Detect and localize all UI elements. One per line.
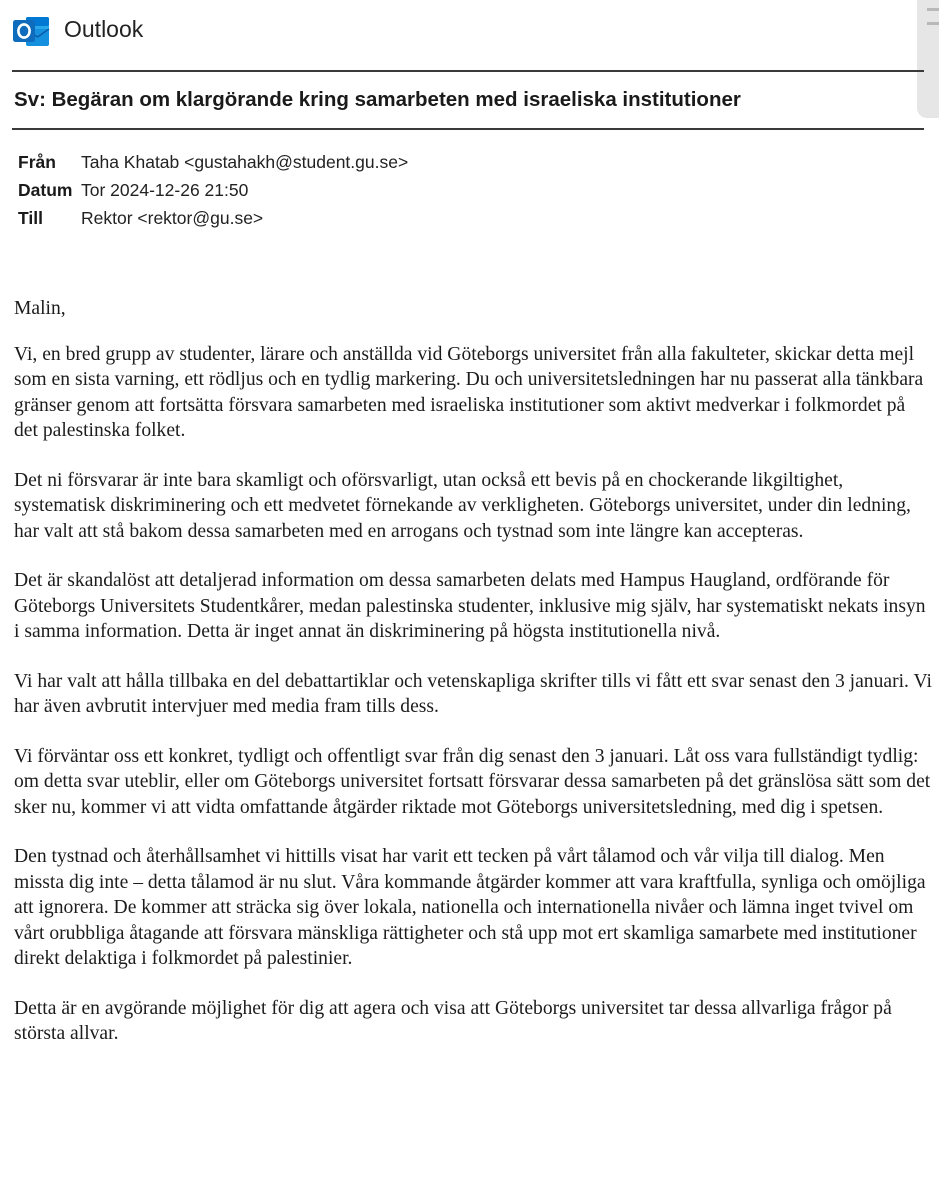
from-value[interactable]: Taha Khatab <gustahakh@student.gu.se> [81, 152, 409, 172]
email-paragraph: Detta är en avgörande möjlighet för dig att agera och visa att Göteborgs universitet tar dessa allvarliga frågor på största allvar. [14, 997, 892, 1044]
to-row [18, 204, 408, 232]
subject-divider [12, 128, 924, 130]
to-label: Till [18, 208, 43, 228]
to-value[interactable]: Rektor <rektor@gu.se> [81, 208, 264, 228]
app-name: Outlook [64, 16, 144, 42]
app-header [0, 0, 939, 66]
email-greeting: Malin, [14, 298, 66, 319]
date-label: Datum [18, 180, 73, 200]
email-paragraph: Vi har valt att hålla tillbaka en del debattartiklar och vetenskapliga skrifter tills vi fått ett svar senast den 3 januari. Vi har även avbrutit intervjuer med media fram tills dess. [14, 670, 932, 717]
email-paragraph: Vi, en bred grupp av studenter, lärare och anställda vid Göteborgs universitet från alla fakulteter, skickar detta mejl som en sista varning, ett rödljus och en tydlig markering. Du och universitetsledningen har nu passerat alla tänkbara gränser genom att fortsätta försvara samarbeten med israeliska institutioner som aktivt medverkar i folkmordet på det palestinska folket. [14, 343, 924, 441]
email-paragraph: Det är skandalöst att detaljerad information om dessa samarbeten delats med Hampus Haugland, ordförande för Göteborgs Universitets Studentkårer, medan palestinska studenter, inklusive mig själv, har systematiskt nekats insyn i samma information. Detta är inget annat än diskriminering på högsta institutionella nivå. [14, 570, 926, 642]
scrollbar-thumb[interactable] [917, 0, 939, 118]
outlook-icon[interactable] [12, 14, 50, 48]
date-value: Tor 2024-12-26 21:50 [81, 180, 249, 200]
email-subject: Sv: Begäran om klargörande kring samarbeten med israeliska institutioner [14, 88, 741, 111]
from-label: Från [18, 152, 56, 172]
email-paragraph: Vi förväntar oss ett konkret, tydligt och offentligt svar från dig senast den 3 januari. Låt oss vara fullständigt tydlig: om detta svar uteblir, eller om Göteborgs universitet fortsatt försvarar dessa samarbeten på det gränslösa sätt som det sker nu, kommer vi att vidta omfattande åtgärder riktade mot Göteborgs universitetsledning, med dig i spetsen. [14, 745, 931, 818]
email-paragraph: Det ni försvarar är inte bara skamligt och oförsvarligt, utan också ett bevis på en chockerande likgiltighet, systematisk diskriminering och ett medvetet förnekande av verkligheten. Göteborgs universitet, under din ledning, har valt att stå bakom dessa samarbeten med en arrogans och tystnad som inte längre kan accepteras. [14, 469, 911, 542]
header-divider [12, 70, 924, 72]
date-row [18, 176, 408, 204]
email-meta [18, 148, 408, 232]
email-body [14, 296, 934, 1071]
email-paragraph: Den tystnad och återhållsamhet vi hittills visat har varit ett tecken på vårt tålamod och vår vilja till dialog. Men missta dig inte – detta tålamod är nu slut. Våra kommande åtgärder kommer att vara kraftfulla, synliga och omöjliga att ignorera. De kommer att sträcka sig över lokala, nationella och internationella nivåer och lämna inget tvivel om vårt orubbliga åtagande att försvara mänskliga rättigheter och stå upp mot ert skamliga samarbete med institutioner direkt delaktiga i folkmordet på palestinier. [14, 846, 926, 969]
from-row [18, 148, 408, 176]
